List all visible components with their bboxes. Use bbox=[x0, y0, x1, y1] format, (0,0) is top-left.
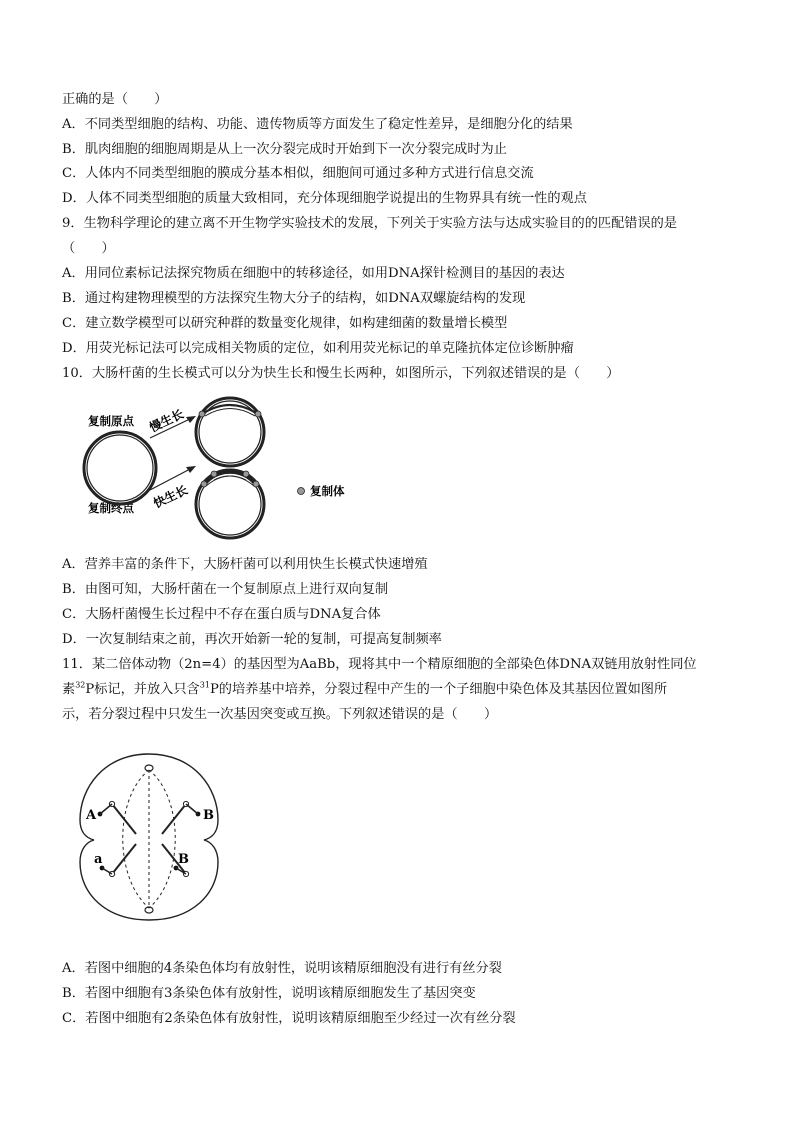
replisome-legend bbox=[298, 484, 345, 498]
chromosome-upper-left bbox=[98, 801, 136, 834]
q11-stem-part-b: P标记，并放入只含 bbox=[85, 682, 200, 697]
q8-option-a: A．不同类型细胞的结构、功能、遗传物质等方面发生了稳定性差异，是细胞分化的结果 bbox=[62, 117, 573, 132]
chromosome-lower-left bbox=[100, 844, 136, 877]
q10-option-c: C．大肠杆菌慢生长过程中不存在蛋白质与DNA复合体 bbox=[62, 607, 381, 622]
q9-option-b: B．通过构建物理模型的方法探究生物大分子的结构，如DNA双螺旋结构的发现 bbox=[62, 291, 526, 306]
gene-label-B-upper: B bbox=[203, 808, 214, 823]
spindle bbox=[123, 770, 176, 908]
p31-mass-number: 31 bbox=[199, 680, 210, 690]
q11-stem-line1: 11．某二倍体动物（2n=4）的基因型为AaBb，现将其中一个精原细胞的全部染色体DNA双链用放射性同位 bbox=[62, 657, 697, 672]
q9-option-c: C．建立数学模型可以研究种群的数量变化规律，如构建细菌的数量增长模型 bbox=[62, 316, 508, 331]
q11-option-c: C．若图中细胞有2条染色体有放射性，说明该精原细胞至少经过一次有丝分裂 bbox=[62, 1011, 516, 1026]
gene-label-a: a bbox=[94, 852, 103, 867]
q8-option-d: D．人体不同类型细胞的质量大致相同，充分体现细胞学说提出的生物界具有统一性的观点 bbox=[62, 191, 587, 206]
gene-label-A: A bbox=[86, 808, 97, 823]
q10-option-a: A．营养丰富的条件下，大肠杆菌可以利用快生长模式快速增殖 bbox=[62, 557, 428, 572]
q11-stem-line2 bbox=[62, 681, 667, 699]
origin-label: 复制原点 bbox=[88, 414, 134, 428]
fast-growth-chromosome bbox=[196, 470, 264, 538]
dividing-cell-figure bbox=[74, 748, 224, 928]
q10-stem: 10．大肠杆菌的生长模式可以分为快生长和慢生长两种，如图所示，下列叙述错误的是（ ） bbox=[62, 366, 620, 381]
fast-growth-label: 快生长 bbox=[151, 482, 190, 511]
q11-stem-part-c: P的培养基中培养，分裂过程中产生的一个子细胞中染色体及其基因位置如图所 bbox=[209, 682, 668, 697]
chromosome-upper-right bbox=[162, 801, 200, 834]
q9-stem-cont: （ ） bbox=[62, 241, 115, 256]
q8-option-c: C．人体内不同类型细胞的膜成分基本相似，细胞间可通过多种方式进行信息交流 bbox=[62, 166, 534, 181]
ecoli-replication-figure bbox=[80, 388, 380, 548]
slow-growth-arrow bbox=[146, 406, 196, 438]
q11-option-a: A．若图中细胞的4条染色体均有放射性，说明该精原细胞没有进行有丝分裂 bbox=[62, 961, 502, 976]
parent-chromosome bbox=[84, 432, 156, 504]
q9-stem: 9．生物科学理论的建立离不开生物学实验技术的发展，下列关于实验方法与达成实验目的的匹配错误的是 bbox=[62, 216, 678, 231]
q9-option-d: D．用荧光标记法可以完成相关物质的定位，如利用荧光标记的单克隆抗体定位诊断肿瘤 bbox=[62, 341, 574, 356]
q10-option-b: B．由图可知，大肠杆菌在一个复制原点上进行双向复制 bbox=[62, 582, 389, 597]
terminus-label: 复制终点 bbox=[88, 501, 134, 515]
p32-mass-number: 32 bbox=[75, 680, 86, 690]
q11-stem-line3: 示，若分裂过程中只发生一次基因突变或互换。下列叙述错误的是（ ） bbox=[62, 707, 498, 722]
q11-option-b: B．若图中细胞有3条染色体有放射性，说明该精原细胞发生了基因突变 bbox=[62, 986, 476, 1001]
slow-growth-label: 慢生长 bbox=[147, 406, 186, 435]
q8-stem-tail: 正确的是（ ） bbox=[62, 92, 168, 107]
replisome-legend-label: 复制体 bbox=[310, 484, 345, 498]
gene-label-B-lower: B bbox=[178, 852, 189, 867]
q9-option-a: A．用同位素标记法探究物质在细胞中的转移途径，如用DNA探针检测目的基因的表达 bbox=[62, 266, 565, 281]
q8-option-b: B．肌肉细胞的细胞周期是从上一次分裂完成时开始到下一次分裂完成时为止 bbox=[62, 142, 507, 157]
q11-stem-part-a: 素 bbox=[62, 682, 76, 697]
replisome-legend-icon bbox=[298, 488, 305, 495]
slow-growth-chromosome bbox=[196, 398, 264, 466]
q10-option-d: D．一次复制结束之前，再次开始新一轮的复制，可提高复制频率 bbox=[62, 632, 442, 647]
